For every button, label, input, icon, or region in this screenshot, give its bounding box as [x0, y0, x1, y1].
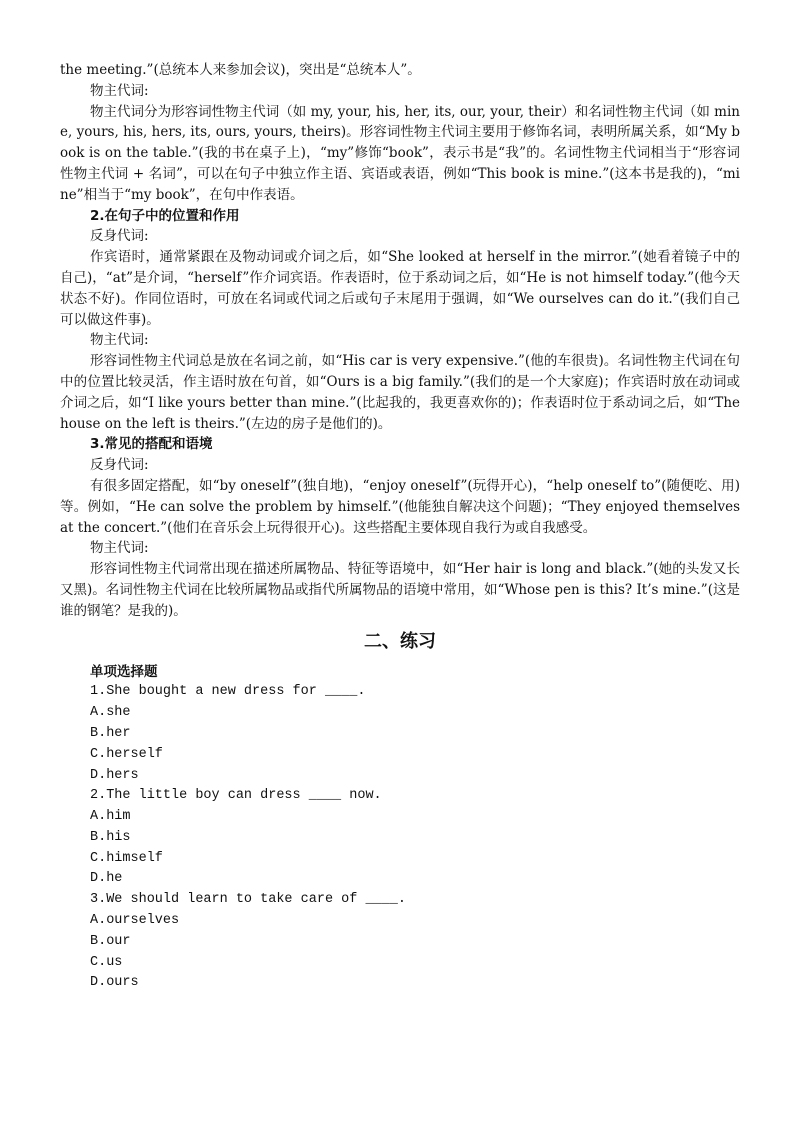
- question-type-heading: 单项选择题: [90, 663, 158, 680]
- answer-option: A.she: [90, 705, 131, 721]
- answer-option: C.herself: [90, 746, 163, 762]
- possessive-paragraph: 形容词性物主代词常出现在描述所属物品、特征等语境中，如“Her hair is long and black.”(她的头发又长又黑)。名词性物主代词在比较所属物品或指代所属物品的语境中常用，如“Whose pen is this? It’s mine.”(这是谁的钢笔？是我的)。: [60, 561, 740, 619]
- question-block: [60, 786, 740, 890]
- question-stem: 2.The little boy can dress ____ now.: [90, 788, 382, 804]
- reflexive-label: 反身代词:: [90, 457, 149, 474]
- answer-option: A.ourselves: [90, 913, 180, 929]
- possessive-paragraph: 物主代词分为形容词性物主代词（如 my, your, his, her, its, our, your, their）和名词性物主代词（如 mine, yours, his, hers, its, ours, yours, theirs)。形容词性物主代词主要用于修饰名词，表明所属关系，如“My book is on the table.”(我的书在桌子上)，“my”修饰“book”，表示书是“我”的。名词性物主代词相当于“形容词性物主代词 + 名词”，可以在句子中独立作主语、宾语或表语，例如“This book is mine.”(这本书是我的)，“mine”相当于“my book”，在句中作表语。: [60, 103, 740, 203]
- answer-option: A.him: [90, 809, 131, 825]
- question-block: [60, 890, 740, 994]
- question-stem: 3.We should learn to take care of ____.: [90, 892, 406, 908]
- answer-option: D.he: [90, 871, 123, 887]
- section-title-exercise: 二、练习: [364, 630, 436, 652]
- possessive-label: 物主代词:: [90, 82, 149, 99]
- answer-option: D.ours: [90, 975, 139, 991]
- answer-option: C.himself: [90, 850, 163, 866]
- answer-option: D.hers: [90, 767, 139, 783]
- possessive-paragraph: 形容词性物主代词总是放在名词之前，如“His car is very expensive.”(他的车很贵)。名词性物主代词在句中的位置比较灵活，作主语时放在句首，如“Ours is a big family.”(我们的是一个大家庭)；作宾语时放在动词或介词之后，如“I like yours better than mine.”(比起我的，我更喜欢你的)；作表语时位于系动词之后，如“The house on the left is theirs.”(左边的房子是他们的)。: [60, 353, 740, 432]
- possessive-label: 物主代词:: [90, 332, 149, 349]
- section-heading-collocations: 3.常见的搭配和语境: [90, 436, 213, 453]
- answer-option: C.us: [90, 954, 123, 970]
- reflexive-label: 反身代词:: [90, 228, 149, 245]
- intro-line: the meeting.”(总统本人来参加会议)，突出是“总统本人”。: [60, 62, 421, 78]
- question-block: [60, 682, 740, 786]
- possessive-label: 物主代词:: [90, 540, 149, 557]
- answer-option: B.his: [90, 829, 131, 845]
- reflexive-paragraph: 有很多固定搭配，如“by oneself”(独自地)，“enjoy oneself”(玩得开心)，“help oneself to”(随便吃、用)等。例如，“He can solve the problem by himself.”(他能独自解决这个问题)；“They enjoyed themselves at the concert.”(他们在音乐会上玩得很开心)。这些搭配主要体现自我行为或自我感受。: [60, 477, 740, 536]
- document-body: [60, 60, 740, 994]
- reflexive-paragraph: 作宾语时，通常紧跟在及物动词或介词之后，如“She looked at herself in the mirror.”(她看着镜子中的自己)，“at”是介词，“herself”作介词宾语。作表语时，位于系动词之后，如“He is not himself today.”(他今天状态不好)。作同位语时，可放在名词或代词之后或句子末尾用于强调，如“We ourselves can do it.”(我们自己可以做这件事)。: [60, 249, 740, 328]
- answer-option: B.her: [90, 725, 131, 741]
- section-heading-position: 2.在句子中的位置和作用: [90, 207, 240, 224]
- answer-option: B.our: [90, 933, 131, 949]
- question-stem: 1.She bought a new dress for ____.: [90, 684, 366, 700]
